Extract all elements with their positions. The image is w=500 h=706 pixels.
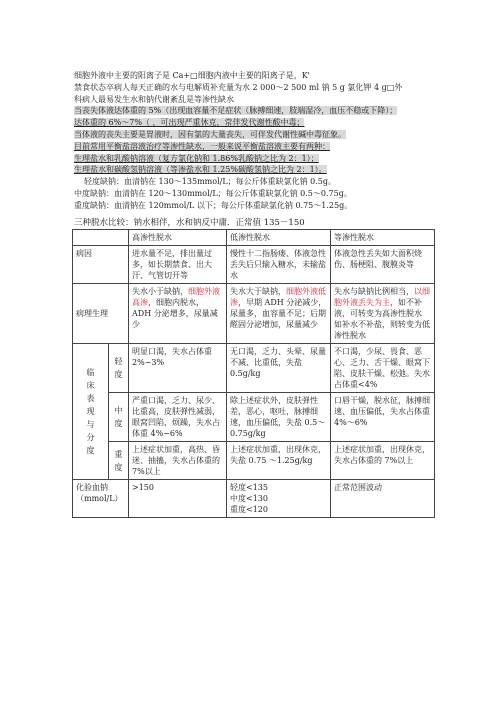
row-label-cause: 病因 — [73, 246, 129, 284]
intro-line-6: 当体液的丧失主要是胃液时，因有氯的大量丧失，可伴发代谢性碱中毒征象。 — [74, 130, 346, 139]
box-symbol-icon: □ — [190, 71, 198, 80]
intro-line-4: 当丧失体液达体重的 5%（出现血容量不足症状（脉搏细速，肢端湿冷，血压不稳或下降）； — [74, 106, 398, 115]
header-blank — [73, 230, 129, 246]
row-label-clinical: 临 床 表 现 与 分 度 — [73, 344, 109, 480]
table-row-moderate — [73, 393, 435, 442]
cell-cause-hypotonic: 慢性十二指肠瘘、体液急性丢失后只输入糖水，未输盐水 — [227, 246, 331, 284]
cell-moderate-hypertonic: 严重口渴，乏力、尿少、比重高，皮肤弹性减弱，眼窝凹陷，烦躁，失水占体重 4%~6% — [129, 393, 227, 442]
cell-lab-isotonic: 正常范围波动 — [331, 480, 435, 518]
cell-patho-isotonic: 失水与缺钠比例相当，以细胞外液丢失为主，如不补液，可转变为高渗性脱水 如补水不补盐，则转变为低渗性脱水 — [331, 284, 435, 344]
cell-cause-isotonic: 体液急性丢失如大面积烧伤、肠梗阻、腹膜炎等 — [331, 246, 435, 284]
row-label-severe: 重 度 — [109, 442, 129, 480]
intro-line-5: 达体重的 6%～7%（ ，可出现严重休克，常伴发代谢性酸中毒； — [74, 118, 305, 127]
cell-severe-hypertonic: 上述症状加重，高热、昏迷、抽搐，失水占体重的 7%以上 — [129, 442, 227, 480]
table-row-lab-sodium — [73, 480, 435, 518]
row-label-moderate: 中 度 — [109, 393, 129, 442]
cell-severe-isotonic: 上述症状加重，出现休克，失水占体重的 7%以上 — [331, 442, 435, 480]
box-symbol-icon: □ — [386, 83, 395, 92]
table-row-pathophysiology — [73, 284, 435, 344]
intro-line-3: 科病人最易发生水和钠代谢紊乱是等渗性缺水 — [74, 95, 234, 104]
cell-cause-hypertonic: 进水量不足，排出量过多，如长期禁食、出大汗、气管切开等 — [129, 246, 227, 284]
header-hypertonic: 高渗性脱水 — [129, 230, 227, 246]
header-hypotonic: 低渗性脱水 — [227, 230, 331, 246]
intro-line-8: 生理盐水和乳酸钠溶液（复方氯化钠和 1.86%乳酸钠之比为 2：1）； — [74, 154, 319, 163]
row-label-pathophysiology: 病理生理 — [73, 284, 129, 344]
intro-section — [0, 0, 500, 210]
dehydration-comparison-table — [72, 229, 435, 518]
header-isotonic: 等渗性脱水 — [331, 230, 435, 246]
intro-line-10: 轻度缺钠：血清钠在 130～135mmol/L；每公斤体重缺氯化钠 0.5g。 — [84, 177, 337, 186]
row-label-lab-sodium: 化验血钠 （mmol/L） — [73, 480, 129, 518]
intro-line-9: 生理盐水和碳酸氢钠溶液（等渗盐水和 1.25%碳酸氢钠之比为 2：1）。 — [74, 165, 327, 174]
intro-line-11: 中度缺钠：血清钠在 120～130mmol/L；每公斤体重缺氯化钠 0.5～0.75g。 — [74, 189, 352, 198]
intro-line-7: 目前常用平衡盐溶液治疗等渗性缺水，一般来说平衡盐溶液主要有两种： — [74, 142, 330, 151]
table-header-row — [73, 230, 435, 246]
cell-lab-hypertonic: >150 — [129, 480, 227, 518]
cell-patho-hypertonic: 失水小于缺钠，细胞外液高渗，细胞内脱水，ADH 分泌增多，尿量减少 — [129, 284, 227, 344]
intro-line-1: 细胞外液中主要的阳离子是 Ca+□细胞内液中主要的阳离子是，K' — [74, 71, 310, 80]
cell-patho-hypotonic: 失水大于缺钠，细胞外液低渗，早期 ADH 分泌减少，尿量多，血容量不足；后期醛固分泌增加，尿量减少 — [227, 284, 331, 344]
cell-mild-isotonic: 不口渴，少尿、畏食、恶心、乏力、舌干燥、眼窝下陷、皮肤干燥、松弛。失水占体重<4% — [331, 344, 435, 393]
intro-line-2: 禁食状态卒病人每天正确的水与电解质补充量为水 2 000～2 500 ml 钠 5 g 氯化钾 4 g□外 — [74, 83, 403, 92]
cell-mild-hypertonic: 明显口渴，失水占体重 2%~3% — [129, 344, 227, 393]
cell-moderate-hypotonic: 除上述症状外，皮肤弹性差，恶心，呕吐，脉搏细速，血压偏低，失盐 0.5～0.75g/kg — [227, 393, 331, 442]
cell-moderate-isotonic: 口唇干燥，脱水征，脉搏细速、血压偏低，失水占体重 4%～6% — [331, 393, 435, 442]
table-row-severe — [73, 442, 435, 480]
cell-mild-hypotonic: 无口渴，乏力、头晕、尿量不减、比重低，失盐 0.5g/kg — [227, 344, 331, 393]
cell-severe-hypotonic: 上述症状加重，出现休克，失盐 0.75 ～1.25g/kg — [227, 442, 331, 480]
row-label-mild: 轻 度 — [109, 344, 129, 393]
table-row-mild — [73, 344, 435, 393]
intro-line-12: 重度缺钠：血清钠在 120mmol/L 以下；每公斤体重缺氯化钠 0.75～1.25g。 — [74, 201, 353, 210]
table-row-cause — [73, 246, 435, 284]
cell-lab-hypotonic: 轻度<135 中度<130 重度<120 — [227, 480, 331, 518]
table-title: 三种脱水比较：钠水相伴，水和钠反中庸．正常值 135－150 — [74, 218, 305, 228]
